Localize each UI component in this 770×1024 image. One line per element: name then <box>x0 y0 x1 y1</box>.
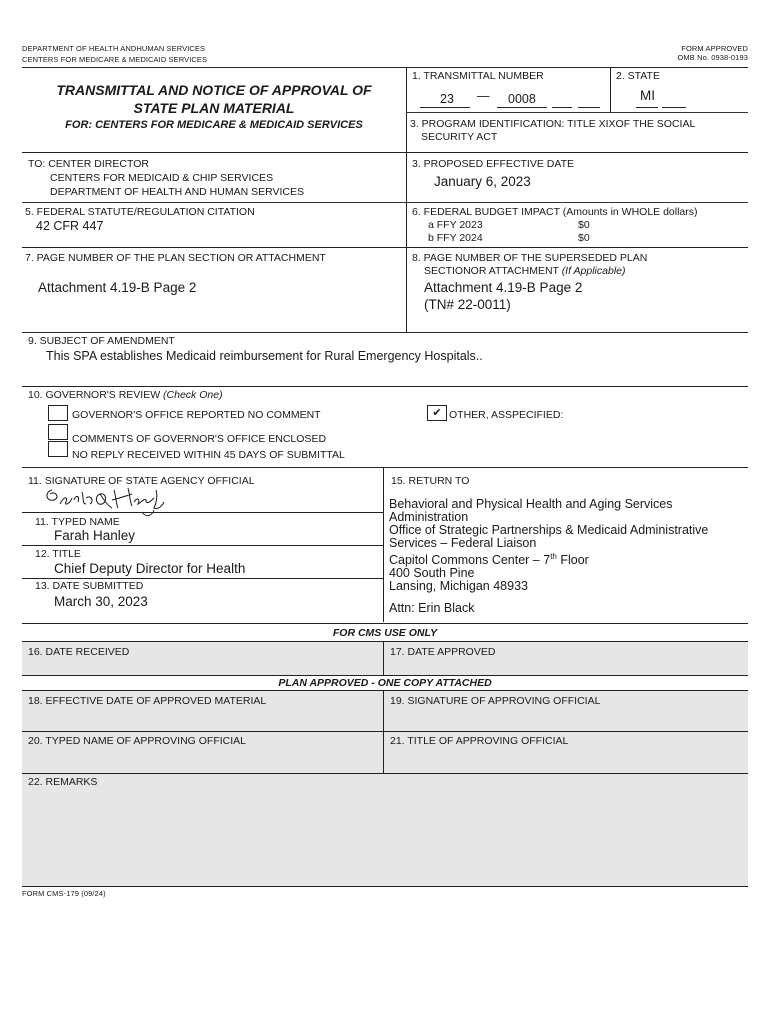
option-no-reply: NO REPLY RECEIVED WITHIN 45 DAYS OF SUBMITTAL <box>72 449 345 461</box>
agency-name: CENTERS FOR MEDICARE & MEDICAID SERVICES <box>22 55 208 64</box>
divider <box>610 67 611 112</box>
state-label: 2. STATE <box>616 70 660 82</box>
checkbox-other-checked[interactable]: ✔ <box>427 405 447 421</box>
form-id: FORM CMS-179 (09/24) <box>22 889 106 898</box>
plan-approved-heading: PLAN APPROVED - ONE COPY ATTACHED <box>278 677 492 689</box>
form-title-line3: FOR: CENTERS FOR MEDICARE & MEDICAID SERVICES <box>65 119 363 131</box>
effective-date-approved-label: 18. EFFECTIVE DATE OF APPROVED MATERIAL <box>28 695 267 707</box>
governors-review-check-one: (Check One) <box>163 389 223 401</box>
budget-ffy-2024-label: b FFY 2024 <box>428 232 483 244</box>
budget-ffy-2023-label: a FFY 2023 <box>428 219 483 231</box>
return-to-line5: Capitol Commons Center – 7 <box>389 553 551 568</box>
form-title-line2: STATE PLAN MATERIAL <box>133 100 295 116</box>
transmittal-number-part1: 23 <box>440 92 454 106</box>
return-to-line5-floor: Floor <box>556 553 589 568</box>
state-value: MI <box>640 88 655 103</box>
omb-number: OMB No. 0938-0193 <box>677 53 748 62</box>
option-no-comment: GOVERNOR'S OFFICE REPORTED NO COMMENT <box>72 409 321 421</box>
statute-citation-value: 42 CFR 447 <box>36 219 104 233</box>
signature-label: 11. SIGNATURE OF STATE AGENCY OFFICIAL <box>28 475 255 487</box>
remarks-label: 22. REMARKS <box>28 776 98 788</box>
statute-citation-label: 5. FEDERAL STATUTE/REGULATION CITATION <box>25 206 255 218</box>
form-title-line1: TRANSMITTAL AND NOTICE OF APPROVAL OF <box>56 82 372 98</box>
date-submitted-label: 13. DATE SUBMITTED <box>35 580 144 592</box>
return-to-line7: Lansing, Michigan 48933 <box>389 579 528 594</box>
plan-section-page-value: Attachment 4.19-B Page 2 <box>38 280 197 295</box>
divider <box>22 67 748 68</box>
divider <box>22 152 748 153</box>
checkbox-no-reply[interactable] <box>48 441 68 457</box>
proposed-effective-date-value: January 6, 2023 <box>434 174 531 189</box>
date-submitted-value: March 30, 2023 <box>54 594 148 609</box>
to-cmcs: CENTERS FOR MEDICAID & CHIP SERVICES <box>50 172 274 184</box>
approving-name-label: 20. TYPED NAME OF APPROVING OFFICIAL <box>28 735 247 747</box>
proposed-effective-date-label: 3. PROPOSED EFFECTIVE DATE <box>412 158 575 170</box>
typed-name-label: 11. TYPED NAME <box>35 516 120 528</box>
divider <box>383 467 384 622</box>
return-to-address <box>389 498 708 593</box>
program-identification-line1: 3. PROGRAM IDENTIFICATION: TITLE XIXOF THE SOCIAL <box>410 118 696 130</box>
return-to-line2: Administration <box>389 510 469 524</box>
governors-review-label: 10. GOVERNOR'S REVIEW <box>28 389 164 401</box>
superseded-page-label-line1: 8. PAGE NUMBER OF THE SUPERSEDED PLAN <box>412 252 648 264</box>
return-to-line6: 400 South Pine <box>389 566 475 581</box>
return-to-line4: Services – Federal Liaison <box>389 536 537 550</box>
superseded-tn-value: (TN# 22-0011) <box>424 297 511 312</box>
superseded-page-value: Attachment 4.19-B Page 2 <box>424 280 583 295</box>
plan-section-page-label: 7. PAGE NUMBER OF THE PLAN SECTION OR ATTACHMENT <box>25 252 326 264</box>
to-center-director: TO: CENTER DIRECTOR <box>28 158 149 170</box>
option-other-as-specified: OTHER, ASSPECIFIED: <box>449 409 564 421</box>
approving-title-label: 21. TITLE OF APPROVING OFFICIAL <box>390 735 569 747</box>
budget-impact-label: 6. FEDERAL BUDGET IMPACT (Amounts in WHOLE dollars) <box>412 206 698 218</box>
divider <box>22 386 748 387</box>
approving-signature-label: 19. SIGNATURE OF APPROVING OFFICIAL <box>390 695 601 707</box>
divider <box>406 67 407 332</box>
subject-value: This SPA establishes Medicaid reimbursement for Rural Emergency Hospitals.. <box>46 349 483 363</box>
program-identification-line2: SECURITY ACT <box>421 131 498 143</box>
checkbox-no-comment[interactable] <box>48 405 68 421</box>
budget-ffy-2023-amount: $0 <box>578 219 590 231</box>
to-hhs: DEPARTMENT OF HEALTH AND HUMAN SERVICES <box>50 186 304 198</box>
title-label: 12. TITLE <box>35 548 81 560</box>
budget-ffy-2024-amount: $0 <box>578 232 590 244</box>
divider <box>22 247 748 248</box>
return-to-line1: Behavioral and Physical Health and Aging Services <box>389 497 673 511</box>
return-to-attn: Attn: Erin Black <box>389 601 475 615</box>
divider <box>22 623 748 624</box>
transmittal-dash: — <box>477 89 490 103</box>
department-name: DEPARTMENT OF HEALTH ANDHUMAN SERVICES <box>22 44 206 53</box>
return-to-line5-sup: th <box>550 552 557 561</box>
return-to-line3: Office of Strategic Partnerships & Medicaid Administrative <box>389 523 709 537</box>
return-to-label: 15. RETURN TO <box>391 475 470 487</box>
cms-use-only-heading: FOR CMS USE ONLY <box>332 627 438 639</box>
typed-name-value: Farah Hanley <box>54 528 136 543</box>
date-received-label: 16. DATE RECEIVED <box>28 646 130 658</box>
transmittal-number-label: 1. TRANSMITTAL NUMBER <box>412 70 544 82</box>
form-approved: FORM APPROVED <box>681 44 748 53</box>
date-approved-label: 17. DATE APPROVED <box>390 646 496 658</box>
subject-label: 9. SUBJECT OF AMENDMENT <box>28 335 175 347</box>
checkbox-comments-enclosed[interactable] <box>48 424 68 440</box>
title-value: Chief Deputy Director for Health <box>54 561 246 576</box>
superseded-page-label-line2: SECTIONOR ATTACHMENT <box>424 265 562 277</box>
transmittal-number-part2: 0008 <box>508 92 536 106</box>
option-comments-enclosed: COMMENTS OF GOVERNOR'S OFFICE ENCLOSED <box>72 433 327 445</box>
superseded-page-if-applicable: (If Applicable) <box>561 265 626 277</box>
divider <box>22 467 748 468</box>
divider <box>22 332 748 333</box>
